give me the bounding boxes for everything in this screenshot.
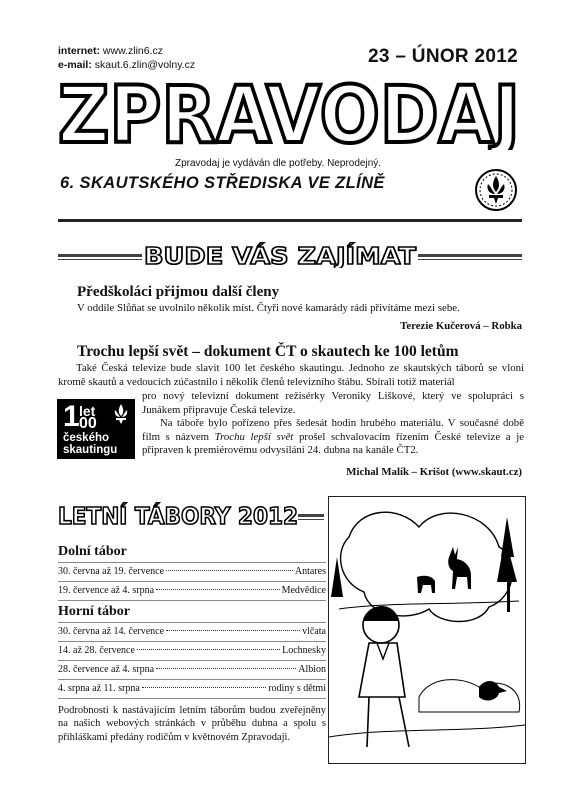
row-divider xyxy=(58,600,326,601)
fleur-de-lis-logo-icon xyxy=(474,168,518,212)
row-divider xyxy=(58,698,326,699)
camp-heading-lower: Dolní tábor xyxy=(58,544,127,559)
article-text-documentary-1b: pro nový televizní dokument režisérky Veroniky Liškové, který ve spolupráci s Junákem připravuje Česká televize. xyxy=(142,390,524,416)
camp-row: 30. června až 19. července Antares xyxy=(58,566,326,577)
row-divider xyxy=(58,622,326,623)
article-author-documentary: Michal Malík – Krišot (www.skaut.cz) xyxy=(346,466,522,478)
camps-note: Podrobnosti k nastávajícím letním táborům budou zveřejněny na našich webových stránkách v průběhu dubna a spolu s přihláškami předány rodičům v květnovém Zpravodaji. xyxy=(58,705,326,743)
badge-lily-icon xyxy=(113,403,129,425)
centenary-badge xyxy=(57,399,135,459)
masthead-title: ZPRAVODAJ xyxy=(58,80,520,150)
badge-line-1: českého xyxy=(63,432,110,444)
article-author-preschoolers: Terezie Kučerová – Robka xyxy=(400,320,522,332)
section-banner-news xyxy=(58,242,522,268)
badge-line-2: skautingu xyxy=(63,444,118,456)
camp-row: 19. července až 4. srpna Medvědice xyxy=(58,585,326,596)
article-title-preschoolers: Předškoláci přijmou další členy xyxy=(77,284,280,300)
row-divider xyxy=(58,562,326,563)
article-text-preschoolers: V oddíle Slůňat se uvolnilo několik míst. Čtyři nové kamarády rádi přivítáme mezi sebe. xyxy=(77,302,460,314)
badge-let: let xyxy=(79,403,96,419)
row-divider xyxy=(58,679,326,680)
row-divider xyxy=(58,581,326,582)
badge-number-one: 1 xyxy=(63,400,80,433)
article-text-documentary-2: Na táboře bylo pořízeno přes šedesát hodin hrubého materiálu. V současné době film s názvem Trochu lepší svět prošel schvalovacím řízením České televize a je připraven k premiérovému odvysílání 24. dubna na kanále ČT2. xyxy=(142,417,524,457)
internet-label: internet: xyxy=(58,45,100,57)
email-label: e-mail: xyxy=(58,59,92,71)
website-link[interactable]: www.zlin6.cz xyxy=(102,45,164,57)
film-title: Trochu lepší svět xyxy=(214,430,294,443)
banner-title-news: BUDE VÁS ZAJÍMAT xyxy=(144,244,388,268)
email-link[interactable]: skaut.6.zlin@volny.cz xyxy=(94,59,196,71)
camp-row: 28. července až 4. srpna Albion xyxy=(58,664,326,675)
section-banner-camps xyxy=(58,502,324,528)
camp-row: 14. až 28. července Lochnesky xyxy=(58,645,326,656)
issue-number: 23 – ÚNOR 2012 xyxy=(368,46,518,67)
banner-title-camps: LETNÍ TÁBORY 2012 xyxy=(58,504,314,528)
scout-illustration xyxy=(328,496,526,764)
contact-info xyxy=(58,44,195,72)
camp-row: 4. srpna až 11. srpna rodiny s dětmi xyxy=(58,683,326,694)
camp-row: 30. června až 14. července vlčata xyxy=(58,626,326,637)
article-title-documentary: Trochu lepší svět – dokument ČT o skautech ke 100 letům xyxy=(77,343,459,360)
tagline: Zpravodaj je vydáván dle potřeby. Neprodejný. xyxy=(175,158,382,169)
row-divider xyxy=(58,660,326,661)
camp-heading-upper: Horní tábor xyxy=(58,604,130,619)
article-text-documentary-1a: Také Česká televize bude slavit 100 let českého skautingu. Jednoho ze skautských táborů se vloni kromě skautů a vedoucích zúčastnilo i několik členů televizního štábu. Sbírali totiž materiál xyxy=(58,362,524,388)
row-divider xyxy=(58,641,326,642)
masthead xyxy=(56,80,522,150)
subtitle: 6. SKAUTSKÉHO STŘEDISKA VE ZLÍNĚ xyxy=(60,174,385,192)
header-divider xyxy=(58,219,522,222)
badge-number-hundred: 00 xyxy=(79,415,97,432)
